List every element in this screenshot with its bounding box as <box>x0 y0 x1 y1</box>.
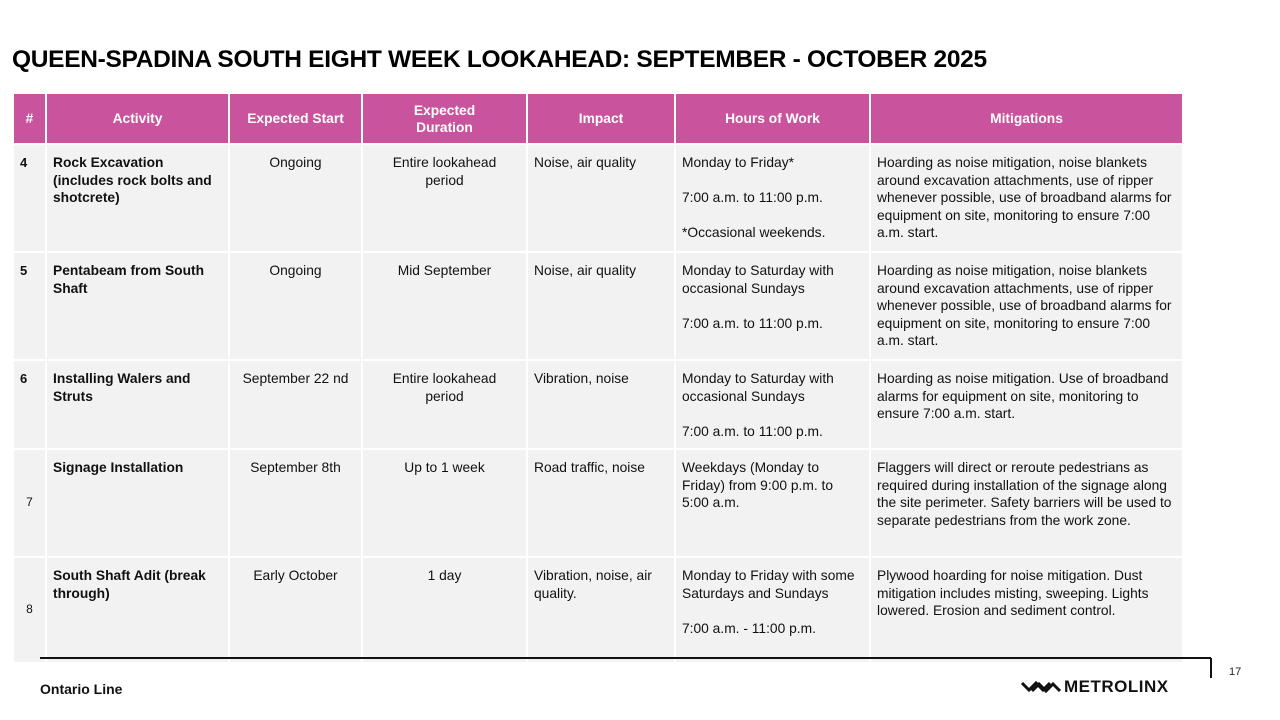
row-expected-duration: 1 day <box>362 557 527 663</box>
row-mitigations: Hoarding as noise mitigation, noise blankets around excavation attachments, use of ripper whenever possible, use of broadband alarms for equipment on site, monitoring to ensure 7:00 a.m. start. <box>870 144 1183 252</box>
hours-line: 7:00 a.m. to 11:00 p.m. <box>682 190 823 205</box>
row-hours-of-work <box>675 144 870 252</box>
row-activity: Pentabeam from South Shaft <box>46 252 229 360</box>
row-number: 4 <box>13 144 46 252</box>
row-mitigations: Hoarding as noise mitigation. Use of broadband alarms for equipment on site, monitoring to ensure 7:00 a.m. start. <box>870 360 1183 449</box>
hours-line: Monday to Friday* <box>682 155 794 170</box>
hours-line: 7:00 a.m. to 11:00 p.m. <box>682 315 823 331</box>
row-impact: Vibration, noise, air quality. <box>527 557 675 663</box>
metrolinx-logo <box>1020 677 1169 697</box>
hours-line: 7:00 a.m. to 11:00 p.m. <box>682 423 823 439</box>
row-expected-start: September 8th <box>229 449 362 557</box>
footer-tick <box>1210 658 1212 678</box>
row-number: 6 <box>13 360 46 449</box>
row-activity: Rock Excavation (includes rock bolts and shotcrete) <box>46 144 229 252</box>
row-number: 7 <box>13 449 46 557</box>
row-expected-start: Early October <box>229 557 362 663</box>
row-activity: Signage Installation <box>46 449 229 557</box>
row-hours-of-work <box>675 252 870 360</box>
footer-ontario-line: Ontario Line <box>40 681 123 697</box>
row-mitigations: Flaggers will direct or reroute pedestrians as required during installation of the signage along the site perimeter. Safety barriers will be used to separate pedestrians from the work zone. <box>870 449 1183 557</box>
row-mitigations: Hoarding as noise mitigation, noise blankets around excavation attachments, use of ripper whenever possible, use of broadband alarms for equipment on site, monitoring to ensure 7:00 a.m. start. <box>870 252 1183 360</box>
table-row <box>13 252 1183 360</box>
row-number: 8 <box>13 557 46 663</box>
row-hours-of-work <box>675 449 870 557</box>
header-expected-start: Expected Start <box>229 93 362 144</box>
row-expected-start: Ongoing <box>229 144 362 252</box>
header-expected-duration: Expected Duration <box>362 93 527 144</box>
table-row <box>13 449 1183 557</box>
metrolinx-wordmark: METROLINX <box>1064 677 1169 696</box>
table-row <box>13 360 1183 449</box>
header-impact: Impact <box>527 93 675 144</box>
table-header-row <box>13 93 1183 144</box>
row-impact: Road traffic, noise <box>527 449 675 557</box>
row-hours-of-work <box>675 360 870 449</box>
hours-line: Monday to Friday with some Saturdays and Sundays <box>682 568 855 601</box>
header-hours-of-work: Hours of Work <box>675 93 870 144</box>
table-row <box>13 144 1183 252</box>
row-impact: Noise, air quality <box>527 144 675 252</box>
hours-line: Monday to Saturday with occasional Sundays <box>682 263 834 296</box>
page-title: QUEEN-SPADINA SOUTH EIGHT WEEK LOOKAHEAD: SEPTEMBER - OCTOBER 2025 <box>12 46 987 73</box>
row-number: 5 <box>13 252 46 360</box>
row-expected-start: September 22 nd <box>229 360 362 449</box>
row-hours-of-work <box>675 557 870 663</box>
row-activity: South Shaft Adit (break through) <box>46 557 229 663</box>
metrolinx-wave-icon <box>1020 678 1062 696</box>
row-expected-start: Ongoing <box>229 252 362 360</box>
row-impact: Vibration, noise <box>527 360 675 449</box>
lookahead-table <box>12 92 1184 664</box>
row-expected-duration: Up to 1 week <box>362 449 527 557</box>
row-activity: Installing Walers and Struts <box>46 360 229 449</box>
row-expected-duration: Entire lookahead period <box>362 360 527 449</box>
header-mitigations: Mitigations <box>870 93 1183 144</box>
header-activity: Activity <box>46 93 229 144</box>
row-expected-duration: Mid September <box>362 252 527 360</box>
row-expected-duration: Entire lookahead period <box>362 144 527 252</box>
row-mitigations: Plywood hoarding for noise mitigation. Dust mitigation includes misting, sweeping. Lights lowered. Erosion and sediment control. <box>870 557 1183 663</box>
hours-line: 7:00 a.m. - 11:00 p.m. <box>682 620 816 636</box>
row-impact: Noise, air quality <box>527 252 675 360</box>
page-number: 17 <box>1229 666 1242 678</box>
footer-divider <box>40 657 1211 659</box>
hours-line: *Occasional weekends. <box>682 225 826 240</box>
header-number: # <box>13 93 46 144</box>
hours-line: Weekdays (Monday to Friday) from 9:00 p.m. to 5:00 a.m. <box>682 460 834 510</box>
table-row <box>13 557 1183 663</box>
hours-line: Monday to Saturday with occasional Sundays <box>682 371 834 404</box>
